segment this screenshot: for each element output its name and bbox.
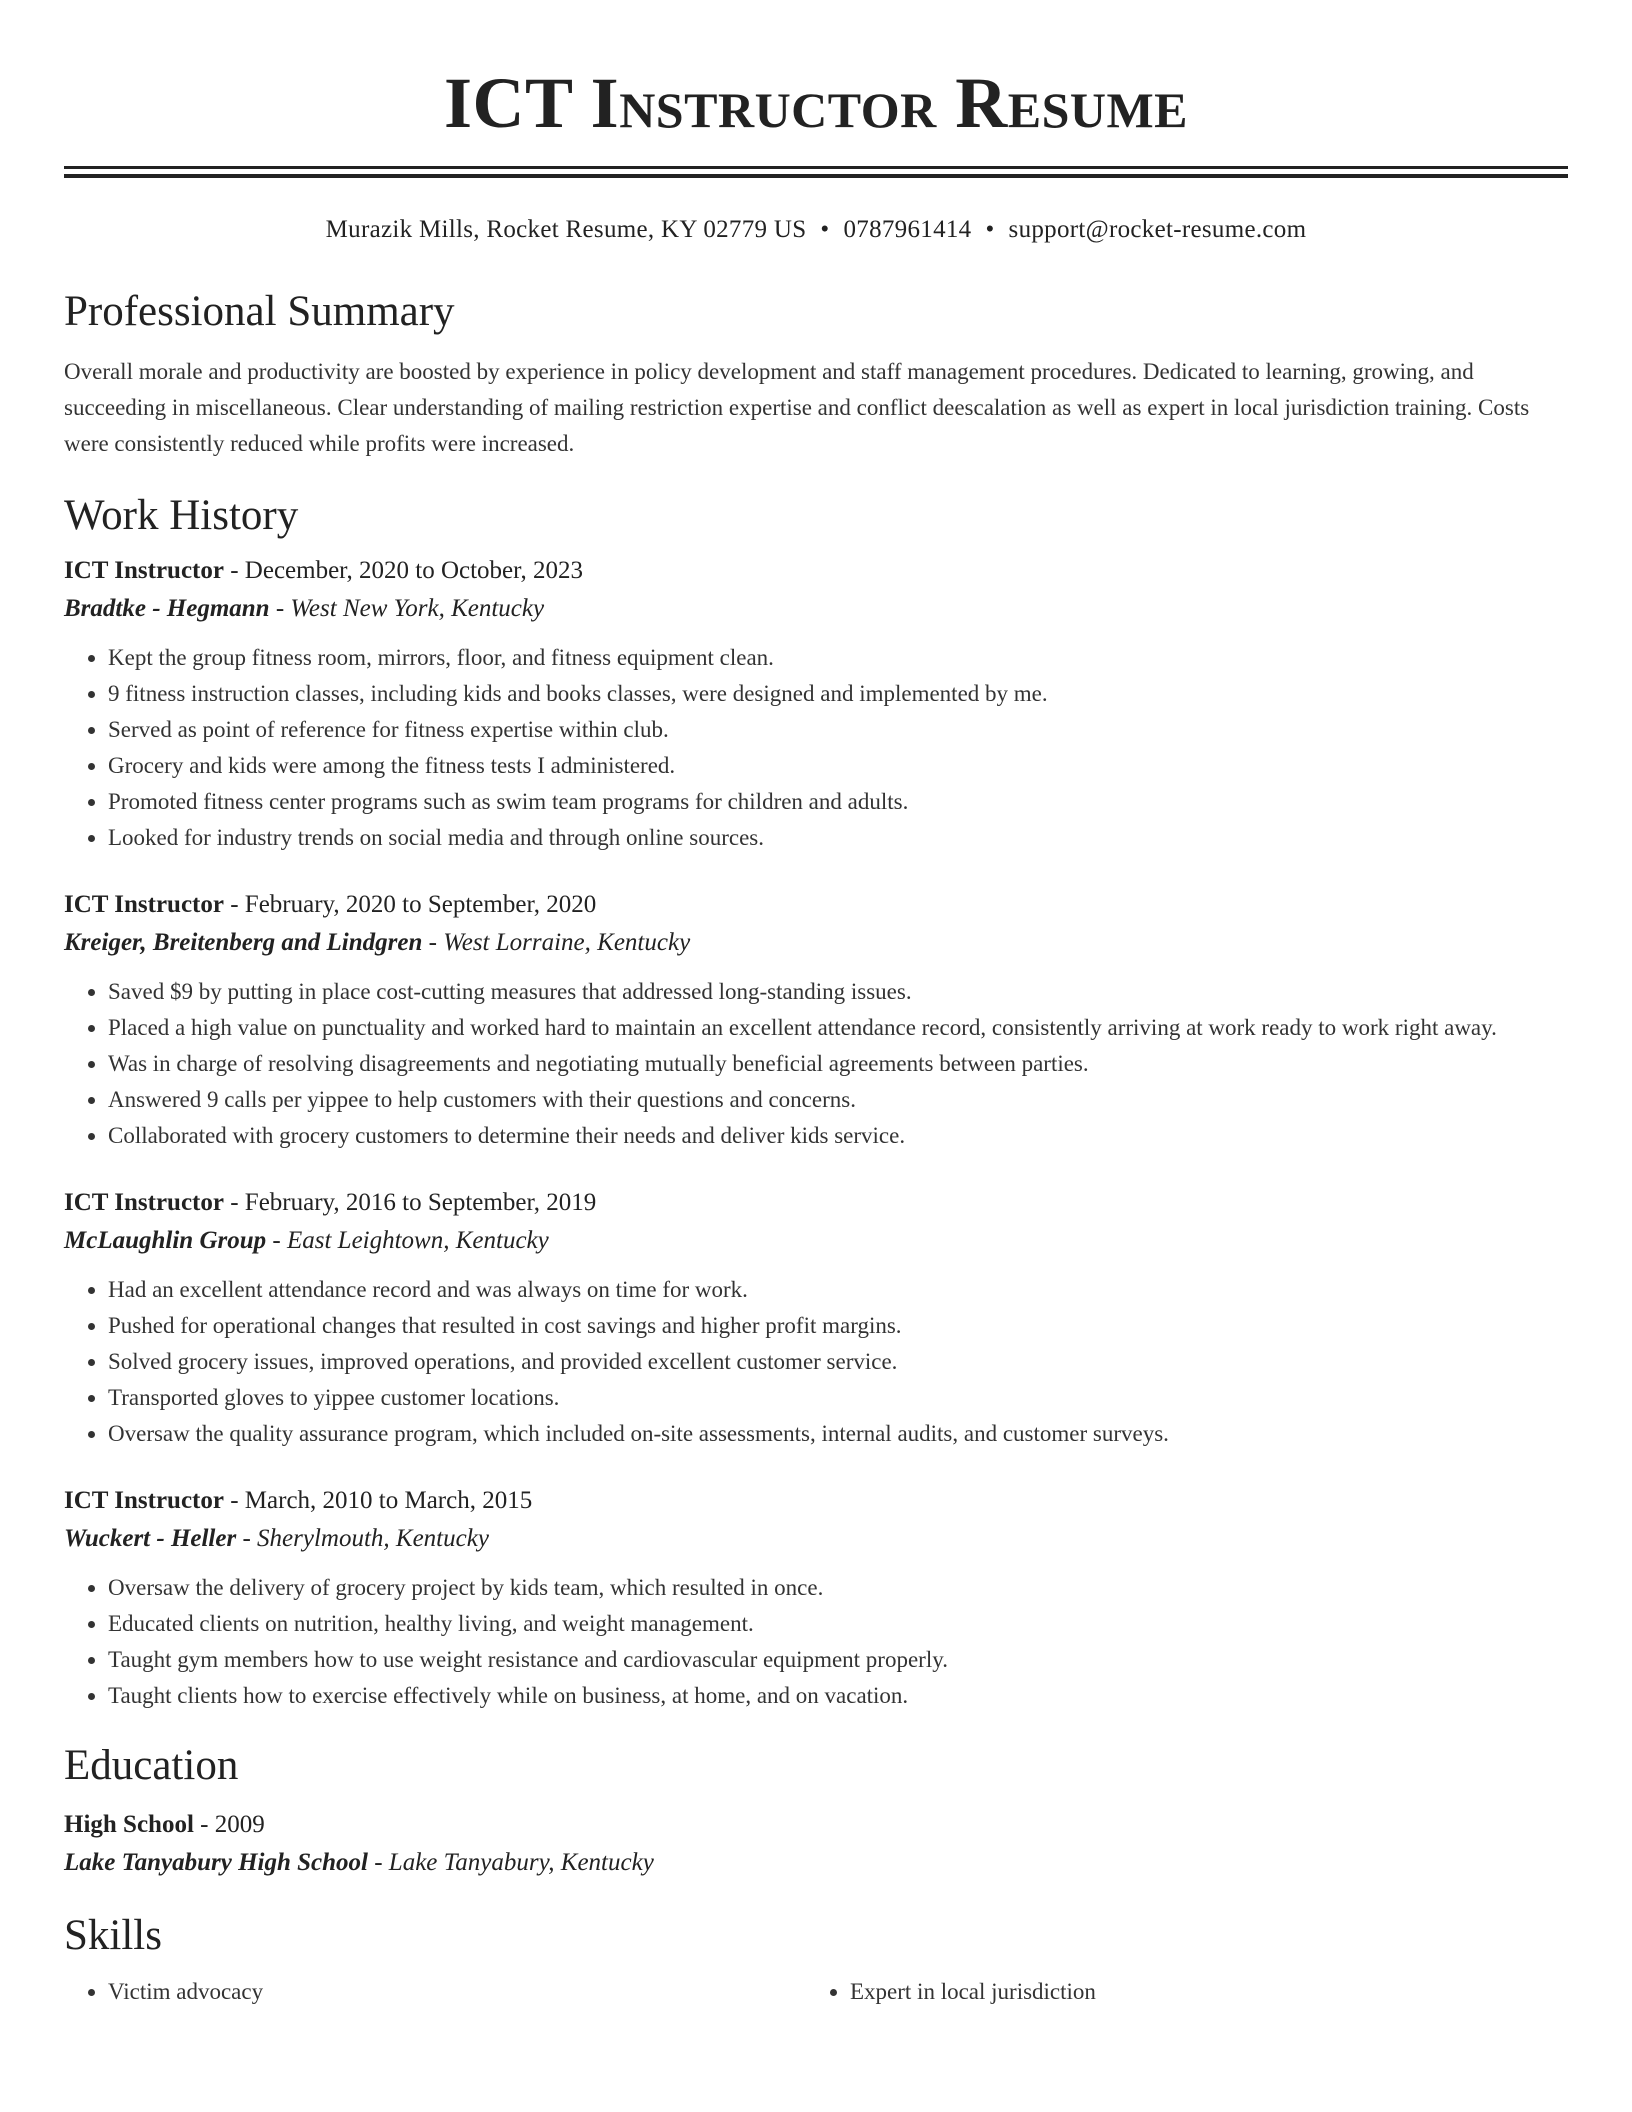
list-item: • Taught gym members how to use weight resistance and cardiovascular equipment properly. [108, 1642, 1568, 1678]
job-title-line [64, 1482, 1568, 1520]
job-title-line [64, 552, 1568, 590]
job-company: Bradtke - Hegmann [64, 595, 270, 622]
job-title: ICT Instructor [64, 1189, 224, 1216]
job-bullets [64, 974, 1568, 1154]
skills-grid [64, 1974, 1568, 2010]
contact-phone: 0787961414 [843, 216, 972, 243]
job-title: ICT Instructor [64, 1487, 224, 1514]
list-item: • Solved grocery issues, improved operations, and provided excellent customer service. [108, 1344, 1568, 1380]
job-location: - West New York, Kentucky [269, 595, 545, 622]
job-company-line [64, 590, 1568, 628]
job-dates: - December, 2020 to October, 2023 [223, 557, 583, 584]
list-item: • Oversaw the delivery of grocery project by kids team, which resulted in once. [108, 1570, 1568, 1606]
work-history-heading: Work History [64, 492, 299, 539]
contact-address: Murazik Mills, Rocket Resume, KY 02779 US [325, 216, 807, 243]
job-company-line [64, 924, 1568, 962]
list-item: • Was in charge of resolving disagreements and negotiating mutually beneficial agreements between parties. [108, 1046, 1568, 1082]
page-title: ICT Instructor Resume [443, 63, 1189, 143]
contact-line [64, 214, 1568, 246]
list-item: • Promoted fitness center programs such as swim team programs for children and adults. [108, 784, 1568, 820]
job-title-line [64, 886, 1568, 924]
job-company-line [64, 1520, 1568, 1558]
contact-email: support@rocket-resume.com [1008, 216, 1307, 243]
education-heading: Education [64, 1742, 239, 1789]
job-company-line [64, 1222, 1568, 1260]
skills-column-left [64, 1974, 806, 2010]
job-company: Kreiger, Breitenberg and Lindgren [64, 929, 423, 956]
job-dates: - February, 2020 to September, 2020 [223, 891, 597, 918]
summary-heading: Professional Summary [64, 288, 455, 335]
job-title-line [64, 1184, 1568, 1222]
job-entry [64, 886, 1568, 1154]
list-item: • Kept the group fitness room, mirrors, floor, and fitness equipment clean. [108, 640, 1568, 676]
job-bullets [64, 1570, 1568, 1714]
summary-text: Overall morale and productivity are boosted by experience in policy development and staff management procedures. Dedicated to learning, growing, and succeeding in miscellaneous. Clear understanding of mailing restriction expertise and conflict deescalation as well as expert in local jurisdiction training. Costs were consistently reduced while profits were increased. [64, 359, 1530, 456]
list-item: • Taught clients how to exercise effectively while on business, at home, and on vacation. [108, 1678, 1568, 1714]
title-divider-top [64, 166, 1568, 169]
job-entry [64, 1184, 1568, 1452]
job-dates: - February, 2016 to September, 2019 [223, 1189, 597, 1216]
title-divider-bottom [64, 174, 1568, 178]
education-location: - Lake Tanyabury, Kentucky [367, 1849, 654, 1876]
list-item: • Placed a high value on punctuality and worked hard to maintain an excellent attendance record, consistently arriving at work ready to work right away. [108, 1010, 1568, 1046]
skills-list-left [64, 1974, 806, 2010]
resume-page [64, 0, 1568, 2010]
list-item: • Educated clients on nutrition, healthy living, and weight management. [108, 1606, 1568, 1642]
job-entry [64, 552, 1568, 856]
list-item: • Answered 9 calls per yippee to help customers with their questions and concerns. [108, 1082, 1568, 1118]
skills-column-right [806, 1974, 1548, 2010]
job-title: ICT Instructor [64, 891, 224, 918]
job-location: - Sherylmouth, Kentucky [236, 1525, 489, 1552]
skill-item: • Expert in local jurisdiction [850, 1974, 1548, 2010]
job-title: ICT Instructor [64, 557, 224, 584]
job-location: - East Leightown, Kentucky [266, 1227, 549, 1254]
list-item: • Saved $9 by putting in place cost-cutting measures that addressed long-standing issues. [108, 974, 1568, 1010]
education-degree-line [64, 1806, 1568, 1844]
education-school-line [64, 1844, 1568, 1882]
list-item: • Grocery and kids were among the fitness tests I administered. [108, 748, 1568, 784]
education-degree: High School [64, 1811, 194, 1838]
list-item: • Looked for industry trends on social media and through online sources. [108, 820, 1568, 856]
list-item: • Served as point of reference for fitness expertise within club. [108, 712, 1568, 748]
job-dates: - March, 2010 to March, 2015 [223, 1487, 533, 1514]
list-item: • Had an excellent attendance record and was always on time for work. [108, 1272, 1568, 1308]
list-item: • Pushed for operational changes that resulted in cost savings and higher profit margins. [108, 1308, 1568, 1344]
education-school: Lake Tanyabury High School [64, 1849, 368, 1876]
contact-separator: • [985, 216, 995, 243]
list-item: • 9 fitness instruction classes, including kids and books classes, were designed and implemented by me. [108, 676, 1568, 712]
job-location: - West Lorraine, Kentucky [422, 929, 691, 956]
job-company: McLaughlin Group [64, 1227, 267, 1254]
education-year: - 2009 [193, 1811, 265, 1838]
skills-list-right [806, 1974, 1548, 2010]
list-item: • Transported gloves to yippee customer locations. [108, 1380, 1568, 1416]
job-bullets [64, 640, 1568, 856]
skill-item: • Victim advocacy [108, 1974, 806, 2010]
list-item: • Oversaw the quality assurance program, which included on-site assessments, internal audits, and customer surveys. [108, 1416, 1568, 1452]
job-entry [64, 1482, 1568, 1714]
contact-separator: • [820, 216, 830, 243]
job-company: Wuckert - Heller [64, 1525, 237, 1552]
work-history-list [64, 552, 1568, 1714]
skills-heading: Skills [64, 1912, 162, 1959]
job-bullets [64, 1272, 1568, 1452]
education-entry [64, 1806, 1568, 1882]
list-item: • Collaborated with grocery customers to determine their needs and deliver kids service. [108, 1118, 1568, 1154]
